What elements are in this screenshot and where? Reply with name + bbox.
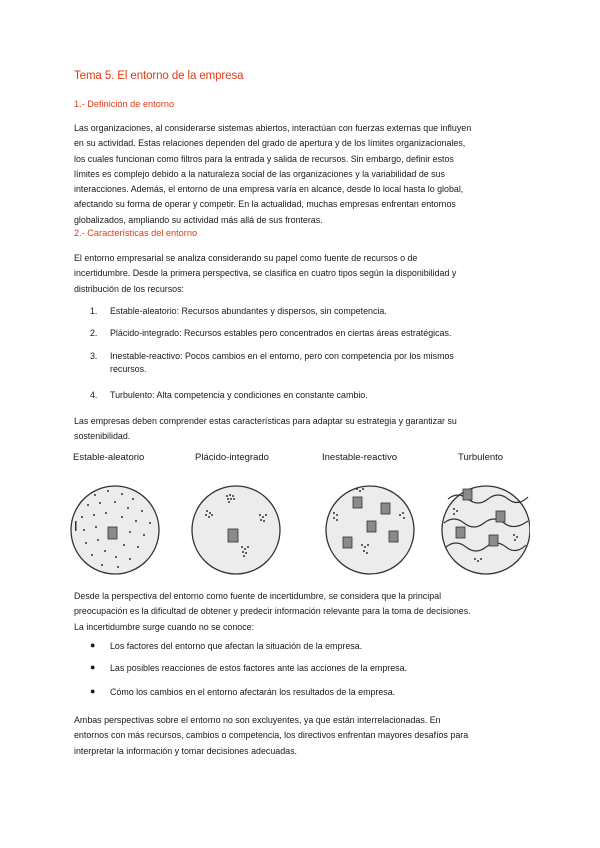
list-item-text: Turbulento: Alta competencia y condiciones en constante cambio. <box>110 390 368 400</box>
list-item-text: Plácido-integrado: Recursos estables pero concentrados en ciertas áreas estratégicas. <box>110 328 452 338</box>
resource-square <box>108 527 117 539</box>
text-line: El entorno empresarial se analiza considerando su papel como fuente de recursos o de <box>74 253 418 263</box>
list-item-text: Inestable-reactivo: Pocos cambios en el entorno, pero con competencia por los mismos <box>110 351 454 361</box>
text-line: interacciones. Además, el entorno de una empresa varía en alcance, desde lo local hasta lo global, <box>74 184 464 195</box>
text-line: sostenibilidad. <box>74 431 131 442</box>
list-item-text: recursos. <box>110 363 147 374</box>
text-line: preocupación es la dificultad de obtener y predecir información relevante para la toma de decisiones. <box>74 606 471 617</box>
diagram-label-placido-integrado: Plácido-integrado <box>195 452 269 463</box>
text-line: los cuales funcionan como filtros para la entrada y salida de recursos. Sin embargo, definir estos <box>74 153 454 164</box>
bullet-icon: ● <box>90 686 96 696</box>
list-item-text: Estable-aleatorio: Recursos abundantes y dispersos, sin competencia. <box>110 306 387 316</box>
page-title: Tema 5. El entorno de la empresa <box>74 70 244 82</box>
text-line: Desde la perspectiva del entorno como fuente de incertidumbre, se considera que la principal <box>74 591 442 601</box>
diagram-label-turbulento: Turbulento <box>458 452 504 463</box>
resource-square <box>389 531 398 542</box>
resource-square <box>367 521 376 532</box>
resource-square <box>463 489 472 500</box>
circle-turbulento <box>442 486 530 574</box>
text-line: en su actividad. Estas relaciones dependen del grado de apertura y de los límites organizacionales, <box>74 138 466 149</box>
resource-square <box>228 529 238 542</box>
list-number: 4. <box>90 390 98 400</box>
resource-square <box>496 511 505 522</box>
section-heading-caracteristicas: 2.- Características del entorno <box>74 228 198 238</box>
text-line: La incertidumbre surge cuando no se conoce: <box>74 621 255 632</box>
text-line: globalizados, ampliando su actividad más allá de sus fronteras. <box>74 214 323 225</box>
paragraph-incertidumbre <box>74 589 530 635</box>
bullet-icon: ● <box>90 640 96 650</box>
resource-square <box>343 537 352 548</box>
list-number: 1. <box>90 306 98 316</box>
resource-square <box>489 535 498 546</box>
text-line: Las organizaciones, al considerarse sistemas abiertos, interactúan con fuerzas externas que influyen <box>74 123 472 133</box>
list-item-text: Cómo los cambios en el entorno afectarán los resultados de la empresa. <box>110 687 396 697</box>
environment-types-diagram <box>70 475 530 585</box>
resource-square <box>456 527 465 538</box>
diagram-label-estable-aleatorio: Estable-aleatorio <box>73 452 145 463</box>
text-line: distribución de los recursos: <box>74 283 185 294</box>
paragraph-definicion <box>74 121 530 228</box>
text-line: interpretar la información y tomar decisiones adecuadas. <box>74 745 297 756</box>
paragraph-conclusion <box>74 713 530 759</box>
text-line: Ambas perspectivas sobre el entorno no son excluyentes, ya que están interrelacionadas. En <box>74 715 441 725</box>
text-line: entornos con más recursos, cambios o competencia, los directivos enfrentan mayores desafíos para <box>74 730 469 741</box>
list-number: 3. <box>90 351 98 361</box>
section-heading-definicion: 1.- Definición de entorno <box>74 99 175 109</box>
list-item-text: Los factores del entorno que afectan la situación de la empresa. <box>110 641 363 651</box>
bullet-icon: ● <box>90 662 96 672</box>
list-number: 2. <box>90 328 98 338</box>
diagram-label-inestable-reactivo: Inestable-reactivo <box>322 452 397 463</box>
text-line: incertidumbre. Desde la primera perspectiva, se clasifica en cuatro tipos según la disponibilidad y <box>74 268 457 279</box>
paragraph-adaptacion <box>74 414 530 445</box>
list-item-text: Las posibles reacciones de estos factores ante las acciones de la empresa. <box>110 663 407 673</box>
text-line: afectando su forma de operar y competir. En la actualidad, muchas empresas enfrentan entornos <box>74 199 456 210</box>
text-line: Las empresas deben comprender estas características para adaptar su estrategia y garantizar su <box>74 416 457 426</box>
resource-square <box>353 497 362 508</box>
resource-square <box>381 503 390 514</box>
text-line: límites es complejo debido a la naturaleza social de las organizaciones y la variabilidad de sus <box>74 168 445 179</box>
paragraph-intro <box>74 251 530 297</box>
